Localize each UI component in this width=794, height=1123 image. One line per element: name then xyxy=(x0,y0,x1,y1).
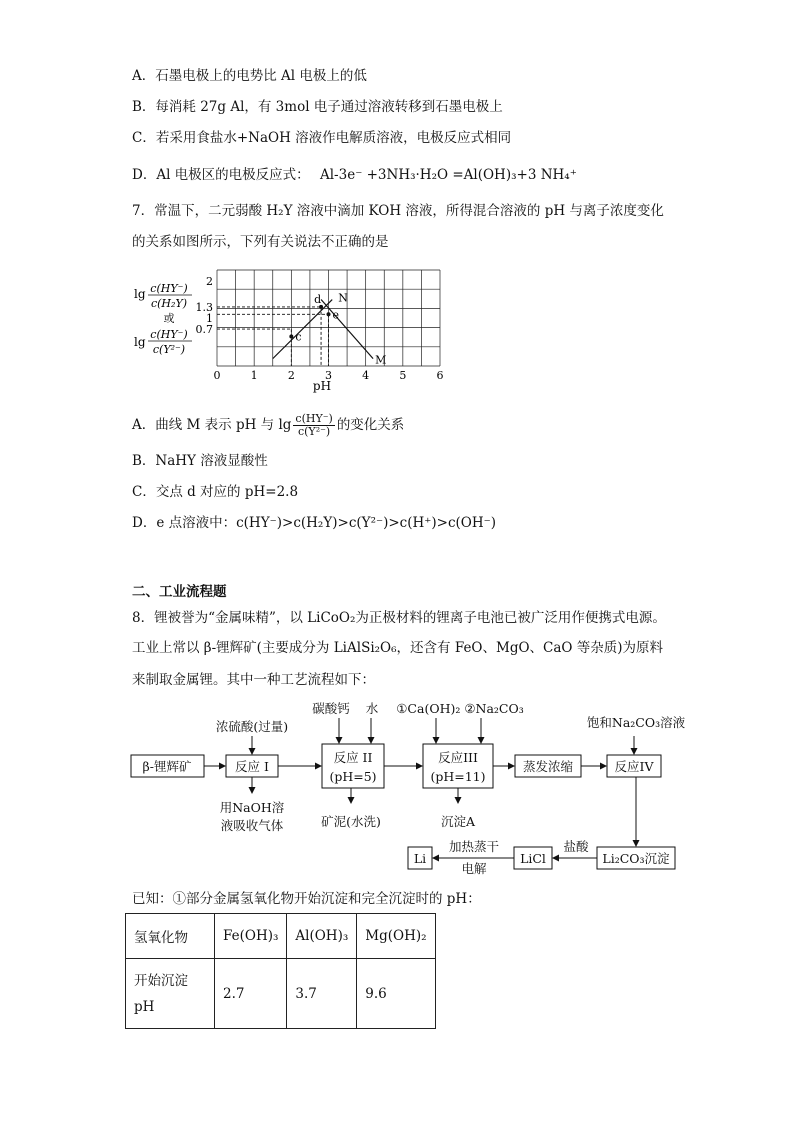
q6-option-b: B．每消耗 27g Al，有 3mol 电子通过溶液转移到石墨电极上 xyxy=(132,99,503,115)
q7-stem-line1: 7．常温下，二元弱酸 H₂Y 溶液中滴加 KOH 溶液，所得混合溶液的 pH 与离子浓度变化 xyxy=(132,203,664,219)
x-tick-label: 2 xyxy=(287,369,295,382)
input-reaction3: ①Ca(OH)₂ ②Na₂CO₃ xyxy=(396,701,524,716)
ylabel-top-num: c(HY⁻) xyxy=(150,282,188,295)
ylabel-top-prefix: lg xyxy=(134,287,146,301)
ylabel-bottom-den: c(Y²⁻) xyxy=(152,343,186,356)
q7-option-c: C．交点 d 对应的 pH=2.8 xyxy=(132,484,299,500)
label-hydrochloric-acid: 盐酸 xyxy=(563,839,589,854)
point-c xyxy=(289,334,293,338)
label-heat-dry: 加热蒸干 xyxy=(448,839,500,854)
x-tick-label: 1 xyxy=(250,369,258,382)
x-tick-label: 5 xyxy=(399,369,407,382)
point-label-e: e xyxy=(332,308,340,322)
input-water: 水 xyxy=(365,701,379,716)
box-reaction3-ph: (pH=11) xyxy=(430,769,486,784)
input-sodium-carbonate: 饱和Na₂CO₃溶液 xyxy=(586,715,686,730)
point-e xyxy=(327,312,331,316)
y-axis-labels xyxy=(134,282,192,356)
x-tick-label: 6 xyxy=(436,369,444,382)
point-label-d: d xyxy=(314,292,322,306)
table-cell: 3.7 xyxy=(287,959,357,1029)
box-reaction3-label: 反应III xyxy=(438,750,478,765)
q7-option-a-suffix: 的变化关系 xyxy=(336,417,405,433)
y-tick-label: 1.3 xyxy=(195,300,213,314)
q7-option-a-fraction xyxy=(293,413,334,438)
xlabel: pH xyxy=(312,379,332,393)
output-precipitate-a: 沉淀A xyxy=(440,814,476,829)
point-label-c: c xyxy=(295,330,302,344)
q7-option-b: B．NaHY 溶液显酸性 xyxy=(132,453,268,469)
table-row-label xyxy=(126,959,215,1029)
q7-option-d: D．e 点溶液中：c(HY⁻)>c(H₂Y)>c(Y²⁻)>c(H⁺)>c(OH⁻) xyxy=(132,515,497,531)
series-label-m: M xyxy=(375,353,387,367)
table-row xyxy=(126,959,436,1029)
input-calcium-carbonate: 碳酸钙 xyxy=(312,701,350,716)
q7-stem-line2: 的关系如图所示，下列有关说法不正确的是 xyxy=(132,234,389,250)
box-li-label: Li xyxy=(413,851,427,866)
q7-option-a xyxy=(132,413,404,438)
y-tick-label: 1 xyxy=(206,312,213,325)
x-tick-label: 3 xyxy=(325,369,332,382)
output-gas-line2: 液吸收气体 xyxy=(220,818,284,833)
ylabel-bottom-num: c(HY⁻) xyxy=(150,328,188,341)
ylabel-bottom-prefix: lg xyxy=(134,335,146,349)
y-tick-label: 0.7 xyxy=(195,323,213,337)
q6-option-d-prefix: D．Al 电极区的电极反应式： xyxy=(132,167,310,183)
ph-chart xyxy=(130,262,460,394)
section-title: 二、工业流程题 xyxy=(132,584,227,600)
box-ore-label: β-锂辉矿 xyxy=(142,759,192,774)
q7-option-a-prefix: A．曲线 M 表示 pH 与 lg xyxy=(132,417,292,433)
table-header-cell: Mg(OH)₂ xyxy=(357,914,435,959)
ylabel-top-den: c(H₂Y) xyxy=(150,297,188,310)
ylabel-or: 或 xyxy=(163,312,175,325)
input-sulfuric-acid: 浓硫酸(过量) xyxy=(215,719,289,734)
q7-option-a-den: c(Y²⁻) xyxy=(297,425,331,438)
plot-area xyxy=(196,270,444,382)
output-gas-line1: 用NaOH溶 xyxy=(219,800,285,815)
x-tick-label: 0 xyxy=(213,369,221,382)
y-tick-label: 2 xyxy=(206,275,213,289)
box-reaction4-label: 反应IV xyxy=(614,759,654,774)
box-licl-label: LiCl xyxy=(520,851,546,866)
box-reaction2-ph: (pH=5) xyxy=(329,769,377,784)
q6-option-a: A．石墨电极上的电势比 Al 电极上的低 xyxy=(132,68,367,84)
table-header-cell: Fe(OH)₃ xyxy=(215,914,287,959)
box-reaction2-label: 反应 II xyxy=(333,750,373,765)
table-cell: 2.7 xyxy=(215,959,287,1029)
table-row-label-line2: pH xyxy=(134,998,155,1015)
box-evaporate-label: 蒸发浓缩 xyxy=(522,759,574,774)
series-label-n: N xyxy=(338,291,348,305)
table-header-row xyxy=(126,914,436,959)
hydroxide-ph-table xyxy=(125,913,436,1029)
label-electrolysis: 电解 xyxy=(461,861,487,876)
table-cell: 9.6 xyxy=(357,959,435,1029)
box-li2co3-label: Li₂CO₃沉淀 xyxy=(602,851,670,866)
known-text: 已知：①部分金属氢氧化物开始沉淀和完全沉淀时的 pH： xyxy=(132,891,481,907)
box-reaction1-label: 反应 I xyxy=(235,759,269,774)
table-header-cell: 氢氧化物 xyxy=(126,914,215,959)
table-header-cell: Al(OH)₃ xyxy=(287,914,357,959)
q6-option-c: C．若采用食盐水+NaOH 溶液作电解质溶液，电极反应式相同 xyxy=(132,130,512,146)
x-tick-label: 4 xyxy=(362,369,370,382)
q6-option-d-equation: Al-3e⁻ +3NH₃·H₂O =Al(OH)₃+3 NH₄⁺ xyxy=(319,167,577,183)
q8-stem-line3: 来制取金属锂。其中一种工艺流程如下： xyxy=(132,672,375,688)
q8-stem-line1: 8．锂被誉为“金属味精”，以 LiCoO₂为正极材料的锂离子电池已被广泛用作便携式电源。 xyxy=(132,610,666,626)
q8-stem-line2: 工业上常以 β-锂辉矿(主要成分为 LiAlSi₂O₆，还含有 FeO、MgO、CaO 等杂质)为原料 xyxy=(132,640,664,656)
q7-option-a-num: c(HY⁻) xyxy=(295,412,333,425)
q6-option-d xyxy=(132,165,577,185)
table-row-label-line1: 开始沉淀 xyxy=(134,972,188,989)
output-mud: 矿泥(水洗) xyxy=(321,814,381,829)
process-flowchart xyxy=(126,698,706,878)
